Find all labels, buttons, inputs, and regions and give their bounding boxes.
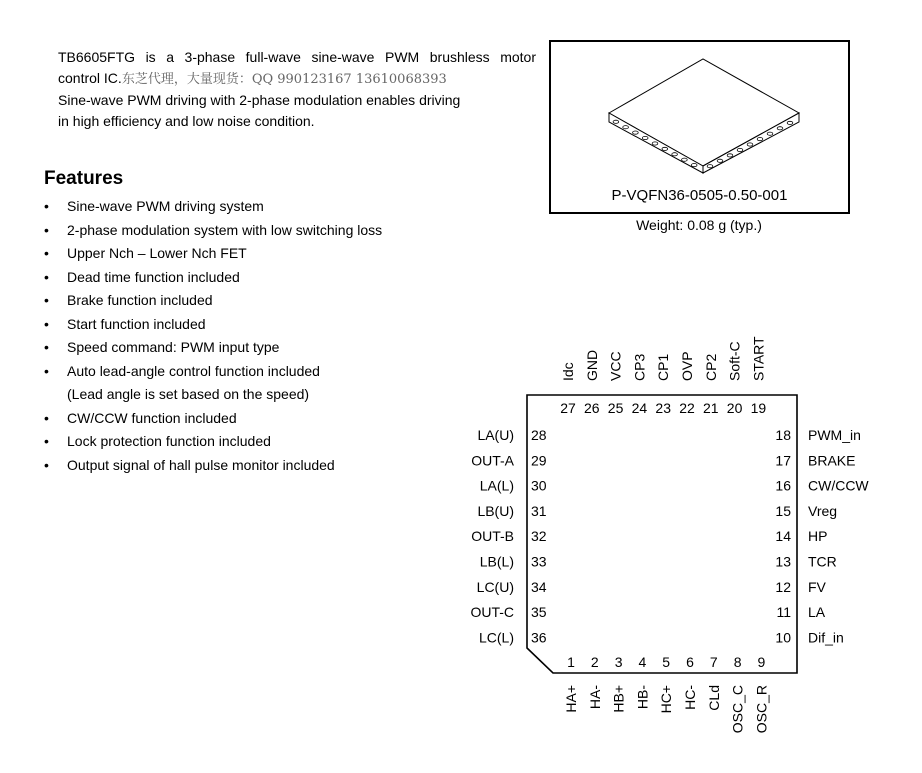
pin-number-bottom: 5 <box>662 654 671 670</box>
pin-number-bottom: 1 <box>567 654 575 670</box>
pin-name-left: OUT-C <box>470 604 514 621</box>
intro-line-2-prefix: control IC. <box>58 69 122 86</box>
pin-name-left: LB(U) <box>477 502 514 519</box>
feature-item: • Sine-wave PWM driving system <box>44 196 382 220</box>
pin-number-bottom: 4 <box>638 654 647 670</box>
intro-line-1: TB6605FTG is a 3-phase full-wave sine-wave PWM brushless motor <box>58 49 536 65</box>
pin-number-right: 15 <box>775 502 791 519</box>
pin-number-left: 35 <box>531 604 547 621</box>
pin-name-bottom: HA- <box>586 685 603 710</box>
pin-name-right: Vreg <box>808 502 838 519</box>
pin-name-right: TCR <box>808 553 837 570</box>
pin-name-left: LC(L) <box>478 629 514 646</box>
pin-number-left: 30 <box>531 477 547 494</box>
pin-number-top: 27 <box>560 400 576 416</box>
pin-number-top: 21 <box>703 400 719 416</box>
package-name: P-VQFN36-0505-0.50-001 <box>611 187 788 204</box>
pin-name-right: LA <box>808 604 826 621</box>
pin-number-left: 34 <box>531 578 547 595</box>
pin-name-left: LA(L) <box>479 477 514 494</box>
feature-item: • Output signal of hall pulse monitor included <box>44 455 382 479</box>
pin-number-top: 24 <box>631 400 648 416</box>
pin-number-right: 10 <box>775 629 791 646</box>
pin-name-top: CP2 <box>702 353 719 381</box>
pin-number-right: 16 <box>775 477 791 494</box>
pin-number-left: 31 <box>531 502 547 519</box>
distributor-note: 东芝代理，大量现货：QQ 990123167 13610068393 <box>121 71 447 87</box>
pin-number-bottom: 6 <box>686 654 694 670</box>
intro-line-4: in high efficiency and low noise condition. <box>58 112 315 129</box>
pin-name-right: BRAKE <box>808 452 856 469</box>
pin-number-left: 33 <box>531 553 547 570</box>
pin-number-top: 22 <box>679 400 695 416</box>
pin-name-top: OVP <box>679 351 695 381</box>
chip-outline <box>527 395 797 673</box>
pin-name-top: CP3 <box>631 353 648 381</box>
pin-number-bottom: 9 <box>757 654 766 670</box>
pin-name-bottom: CLd <box>705 685 722 711</box>
pin-name-top: GND <box>583 349 600 381</box>
pin-number-right: 11 <box>776 604 791 621</box>
pin-number-right: 17 <box>775 452 791 469</box>
pin-number-right: 13 <box>775 553 791 570</box>
pin-number-top: 25 <box>607 400 624 416</box>
pin-number-left: 32 <box>531 528 547 545</box>
feature-item: • Start function included <box>44 314 382 338</box>
feature-item: • Auto lead-angle control function included <box>44 361 382 385</box>
intro-line-3: Sine-wave PWM driving with 2-phase modulation enables driving <box>58 92 461 108</box>
pin-name-bottom: HC+ <box>658 685 675 714</box>
pin-number-top: 19 <box>750 400 767 416</box>
pin-name-right: FV <box>808 578 826 595</box>
feature-item: • 2-phase modulation system with low switching loss <box>44 220 382 244</box>
feature-item: • CW/CCW function included <box>44 408 382 432</box>
pin-name-left: OUT-A <box>471 452 514 469</box>
pin-name-bottom: HA+ <box>563 685 579 713</box>
pin-number-bottom: 3 <box>614 654 623 670</box>
feature-item: • Lock protection function included <box>44 431 382 455</box>
pin-number-right: 12 <box>775 578 791 595</box>
feature-item: • Dead time function included <box>44 267 382 291</box>
pin-name-top: START <box>750 336 767 381</box>
pin-name-right: HP <box>808 528 828 545</box>
features-heading: Features <box>44 168 124 189</box>
pin-number-top: 26 <box>584 400 600 416</box>
pin-name-top: Idc <box>560 362 576 381</box>
pin-number-top: 20 <box>726 400 743 416</box>
pin-name-bottom: OSC_R <box>753 685 770 734</box>
feature-item: • Speed command: PWM input type <box>44 337 382 361</box>
pin-name-top: Soft-C <box>726 341 743 381</box>
pin-name-left: LC(U) <box>476 578 514 595</box>
pin-name-top: CP1 <box>655 353 672 381</box>
pin-number-left: 36 <box>531 629 547 646</box>
pin-name-bottom: HB- <box>634 685 651 710</box>
pin-number-bottom: 7 <box>709 654 718 670</box>
pin-name-right: Dif_in <box>808 629 844 646</box>
pin-number-left: 28 <box>531 427 547 443</box>
pin-number-top: 23 <box>655 400 671 416</box>
pin-name-right: CW/CCW <box>808 477 869 494</box>
pin-name-top: VCC <box>607 351 624 381</box>
pin-number-bottom: 2 <box>590 654 599 670</box>
pin-name-bottom: OSC_C <box>729 685 746 734</box>
pin-name-bottom: HB+ <box>610 685 627 713</box>
pin-name-right: PWM_in <box>808 427 861 443</box>
pin-name-left: LA(U) <box>477 427 514 443</box>
feature-item: • Brake function included <box>44 290 382 314</box>
pin-number-bottom: 8 <box>733 654 742 670</box>
pin-number-left: 29 <box>531 452 547 469</box>
feature-item-continuation: (Lead angle is set based on the speed) <box>67 386 310 402</box>
pin-number-right: 18 <box>775 427 791 443</box>
feature-item: • Upper Nch – Lower Nch FET <box>44 243 382 267</box>
package-weight: Weight: 0.08 g (typ.) <box>636 217 762 233</box>
pin-number-right: 14 <box>775 528 791 545</box>
pin-name-bottom: HC- <box>682 685 698 710</box>
pin-name-left: LB(L) <box>479 553 514 570</box>
pin-name-left: OUT-B <box>471 528 514 545</box>
